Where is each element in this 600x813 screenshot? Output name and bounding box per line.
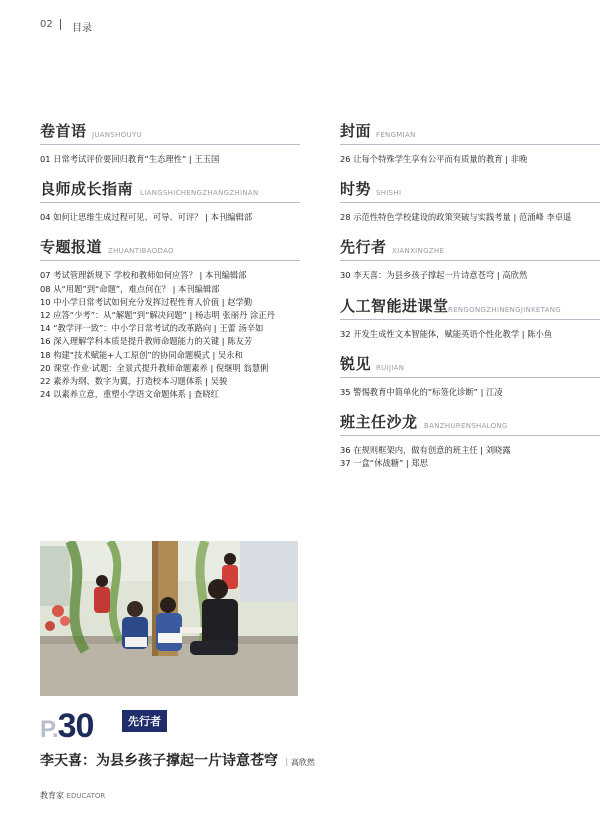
toc-entry-separator: |: [477, 445, 486, 456]
toc-entry-page: 18: [40, 349, 51, 360]
toc-entry-author: 高欣然: [502, 270, 528, 281]
section-gap: [40, 401, 300, 415]
toc-entry-page: 35: [340, 386, 351, 397]
toc-right-column: [340, 122, 600, 484]
section-title: 封面: [340, 122, 372, 140]
toc-entry[interactable]: [40, 309, 300, 322]
toc-entry-page: 01: [40, 154, 51, 164]
toc-entry-author: 陈友芳: [227, 336, 253, 347]
toc-entry-separator: |: [185, 389, 195, 400]
toc-entry-author: 吴永和: [217, 349, 243, 360]
feature-page-number: [40, 707, 93, 746]
section-title: 卷首语: [40, 122, 87, 140]
toc-entry-title: 考试管理新规下 学校和教师如何应答？: [53, 270, 197, 281]
toc-entry-author: 本刊编辑部: [210, 212, 253, 223]
toc-entry-title: 素养为纲、数字为翼，打造校本习题体系: [53, 376, 203, 387]
section-pinyin: ZHUANTIBAODAO: [108, 247, 174, 256]
page-title: 目录: [72, 23, 92, 34]
section-header: [340, 297, 600, 320]
toc-entry[interactable]: [40, 375, 300, 388]
toc-entry[interactable]: [40, 322, 300, 335]
toc-entry-separator: |: [477, 386, 487, 397]
toc-entry-title: 从“用题”到“命题”，难点何在？: [53, 283, 170, 294]
toc-entry[interactable]: [40, 153, 300, 166]
feature-photo: [40, 541, 298, 696]
toc-entry-title: “教学评一致”：中小学日常考试的改革路向: [53, 323, 212, 334]
section-title: 时势: [340, 180, 372, 199]
toc-entry[interactable]: [340, 328, 600, 341]
section-pinyin: RENGONGZHINENGJINKETANG: [448, 305, 562, 314]
toc-entry-page: 30: [340, 270, 351, 281]
toc-entry-page: 08: [40, 283, 51, 294]
toc-entry-page: 04: [40, 212, 51, 223]
toc-entry[interactable]: [340, 269, 600, 282]
toc-entry-page: 24: [40, 389, 51, 400]
feature-page-value: 30: [57, 707, 94, 745]
toc-entry-title: 在规则框架内，做有创意的班主任: [353, 445, 478, 456]
toc-entry[interactable]: [340, 457, 600, 470]
toc-entry-author: 范涌峰 李卓遥: [518, 212, 572, 223]
toc-entry-title: 开发生成性文本智能体，赋能英语个性化教学: [353, 328, 520, 339]
toc-entry[interactable]: [40, 362, 300, 375]
toc-entry-author: 江凌: [486, 386, 503, 397]
section-gap: [340, 341, 600, 355]
toc-entry[interactable]: [340, 386, 600, 399]
toc-entry-separator: |: [519, 328, 528, 339]
toc-entry-author: 本刊编辑部: [178, 283, 220, 294]
toc-entry[interactable]: [40, 349, 300, 362]
toc-entry-author: 王蕾 汤辛如: [219, 323, 264, 334]
toc-entry-page: 20: [40, 362, 51, 373]
toc-entry[interactable]: [340, 211, 600, 224]
toc-entry-separator: |: [196, 270, 205, 281]
section-pinyin: JUANSHOUYU: [92, 131, 142, 139]
toc-entry-separator: |: [219, 336, 228, 347]
toc-entry-author: 倪继明 翁慧俐: [215, 362, 269, 373]
toc-entry-author: 郑思: [411, 458, 428, 469]
section-title: 专题报道: [40, 238, 103, 257]
toc-entry-separator: |: [510, 212, 519, 223]
toc-entry-page: 07: [40, 270, 51, 281]
toc-entry[interactable]: [40, 388, 300, 401]
footer-brand-name: 教育家: [40, 791, 64, 800]
toc-entry-page: 16: [40, 336, 51, 347]
section-header: [40, 180, 300, 203]
toc-entry-page: 12: [40, 310, 51, 321]
footer-brand: [40, 790, 105, 801]
section-title: 良师成长指南: [40, 180, 134, 199]
section-title: 锐见: [340, 354, 372, 373]
toc-entry[interactable]: [40, 296, 300, 309]
section-title: 班主任沙龙: [340, 413, 418, 432]
toc-entry[interactable]: [40, 211, 300, 224]
feature-author-name: 高欣然: [290, 758, 315, 767]
toc-entry-separator: |: [202, 376, 211, 387]
section-pinyin: LIANGSHICHENGZHANGZHINAN: [140, 189, 259, 198]
toc-entry[interactable]: [40, 269, 300, 282]
footer-brand-en: EDUCATOR: [66, 792, 106, 800]
section-title: 先行者: [340, 238, 387, 257]
feature-headline: [40, 750, 315, 770]
section-pinyin: BANZHURENSHALONG: [424, 422, 508, 431]
toc-entry-separator: |: [403, 458, 412, 469]
toc-entry-separator: |: [186, 154, 195, 164]
section-header: [340, 122, 600, 145]
section-gap: [340, 166, 600, 180]
section-header: [340, 180, 600, 203]
section-header: [340, 238, 600, 261]
toc-entry-author: 赵学勤: [227, 296, 253, 307]
section-header: [40, 238, 300, 261]
feature-column-tag: 先行者: [122, 710, 167, 732]
toc-entry[interactable]: [340, 444, 600, 457]
toc-entry-separator: |: [211, 323, 220, 334]
toc-entry-title: 应答“少考”：从“解题”到“解决问题”: [53, 310, 187, 321]
toc-entry-title: 日常考试评价要回归教育“生态理性”: [53, 154, 187, 164]
toc-entry-separator: |: [202, 212, 211, 223]
section-gap: [340, 470, 600, 484]
toc-entry-page: 22: [40, 376, 51, 387]
section-pinyin: SHISHI: [376, 189, 402, 198]
toc-entry-author: 刘晓露: [485, 445, 511, 456]
toc-entry-title: 课堂·作业·试题：全景式提升教师命题素养: [53, 362, 208, 373]
toc-entry-page: 14: [40, 323, 51, 334]
toc-entry-author: 查晓红: [194, 389, 219, 400]
section-pinyin: RUIJIAN: [376, 363, 405, 372]
feature-author: ｜高欣然: [282, 758, 315, 767]
section-pinyin: FENGMIAN: [376, 131, 416, 139]
toc-entry-title: 以素养立意，重塑小学语文命题体系: [53, 389, 186, 400]
toc-entry-title: 警惕教育中简单化的“标签化诊断”: [353, 386, 478, 397]
toc-entry-title: 让每个特殊学生享有公平而有质量的教育: [353, 154, 503, 164]
section-header: [40, 122, 300, 145]
toc-entry[interactable]: [40, 283, 300, 296]
toc-entry-page: 36: [340, 445, 351, 456]
section-header: [340, 413, 600, 436]
toc-entry-title: 示范性特色学校建设的政策突破与实践考量: [353, 212, 511, 223]
toc-entry[interactable]: [40, 335, 300, 348]
section-title: 人工智能进课堂: [340, 296, 449, 315]
section-header: [340, 355, 600, 378]
toc-entry-page: 32: [340, 328, 351, 339]
feature-headline-text: 李天喜：为县乡孩子撑起一片诗意苍穹: [40, 753, 278, 769]
toc-entry-title: 中小学日常考试如何充分发挥过程性育人价值: [53, 296, 220, 307]
toc-entry-separator: |: [494, 270, 503, 281]
page-number: 02: [40, 19, 53, 30]
toc-entry-title: 李天喜：为县乡孩子撑起一片诗意苍穹: [353, 270, 495, 281]
header-divider: [60, 19, 61, 30]
toc-entry-title: 如何让思维生成过程可见、可导、可评？: [53, 212, 203, 223]
toc-entry-author: 陈小鱼: [527, 328, 553, 339]
toc-entry-separator: |: [169, 283, 179, 294]
toc-entry[interactable]: [340, 153, 600, 166]
toc-entry-page: 26: [340, 154, 351, 164]
toc-entry-author: 王玉国: [194, 154, 220, 164]
toc-entry-title: 深入理解学科本质是提升教师命题能力的关键: [53, 336, 220, 347]
toc-entry-page: 10: [40, 296, 51, 307]
toc-entry-separator: |: [207, 362, 216, 373]
toc-entry-separator: |: [219, 296, 228, 307]
toc-entry-author: 吴骏: [210, 376, 228, 387]
toc-left-column: [40, 122, 300, 415]
section-pinyin: XIANXINGZHE: [392, 247, 445, 256]
toc-entry-author: 本刊编辑部: [204, 270, 247, 281]
toc-entry-title: 构建“技术赋能+人工原创”的协同命题模式: [53, 349, 210, 360]
toc-entry-separator: |: [186, 310, 195, 321]
feature-page-prefix: P.: [40, 716, 58, 743]
toc-entry-author: 杨志明 张丽丹 涂正丹: [194, 310, 275, 321]
toc-entry-title: 一盒“休战糖”: [353, 458, 404, 469]
toc-entry-page: 28: [340, 212, 351, 223]
toc-entry-separator: |: [502, 154, 511, 164]
toc-entry-separator: |: [209, 349, 218, 360]
toc-entry-author: 非晚: [510, 154, 528, 164]
toc-entry-page: 37: [340, 458, 351, 469]
